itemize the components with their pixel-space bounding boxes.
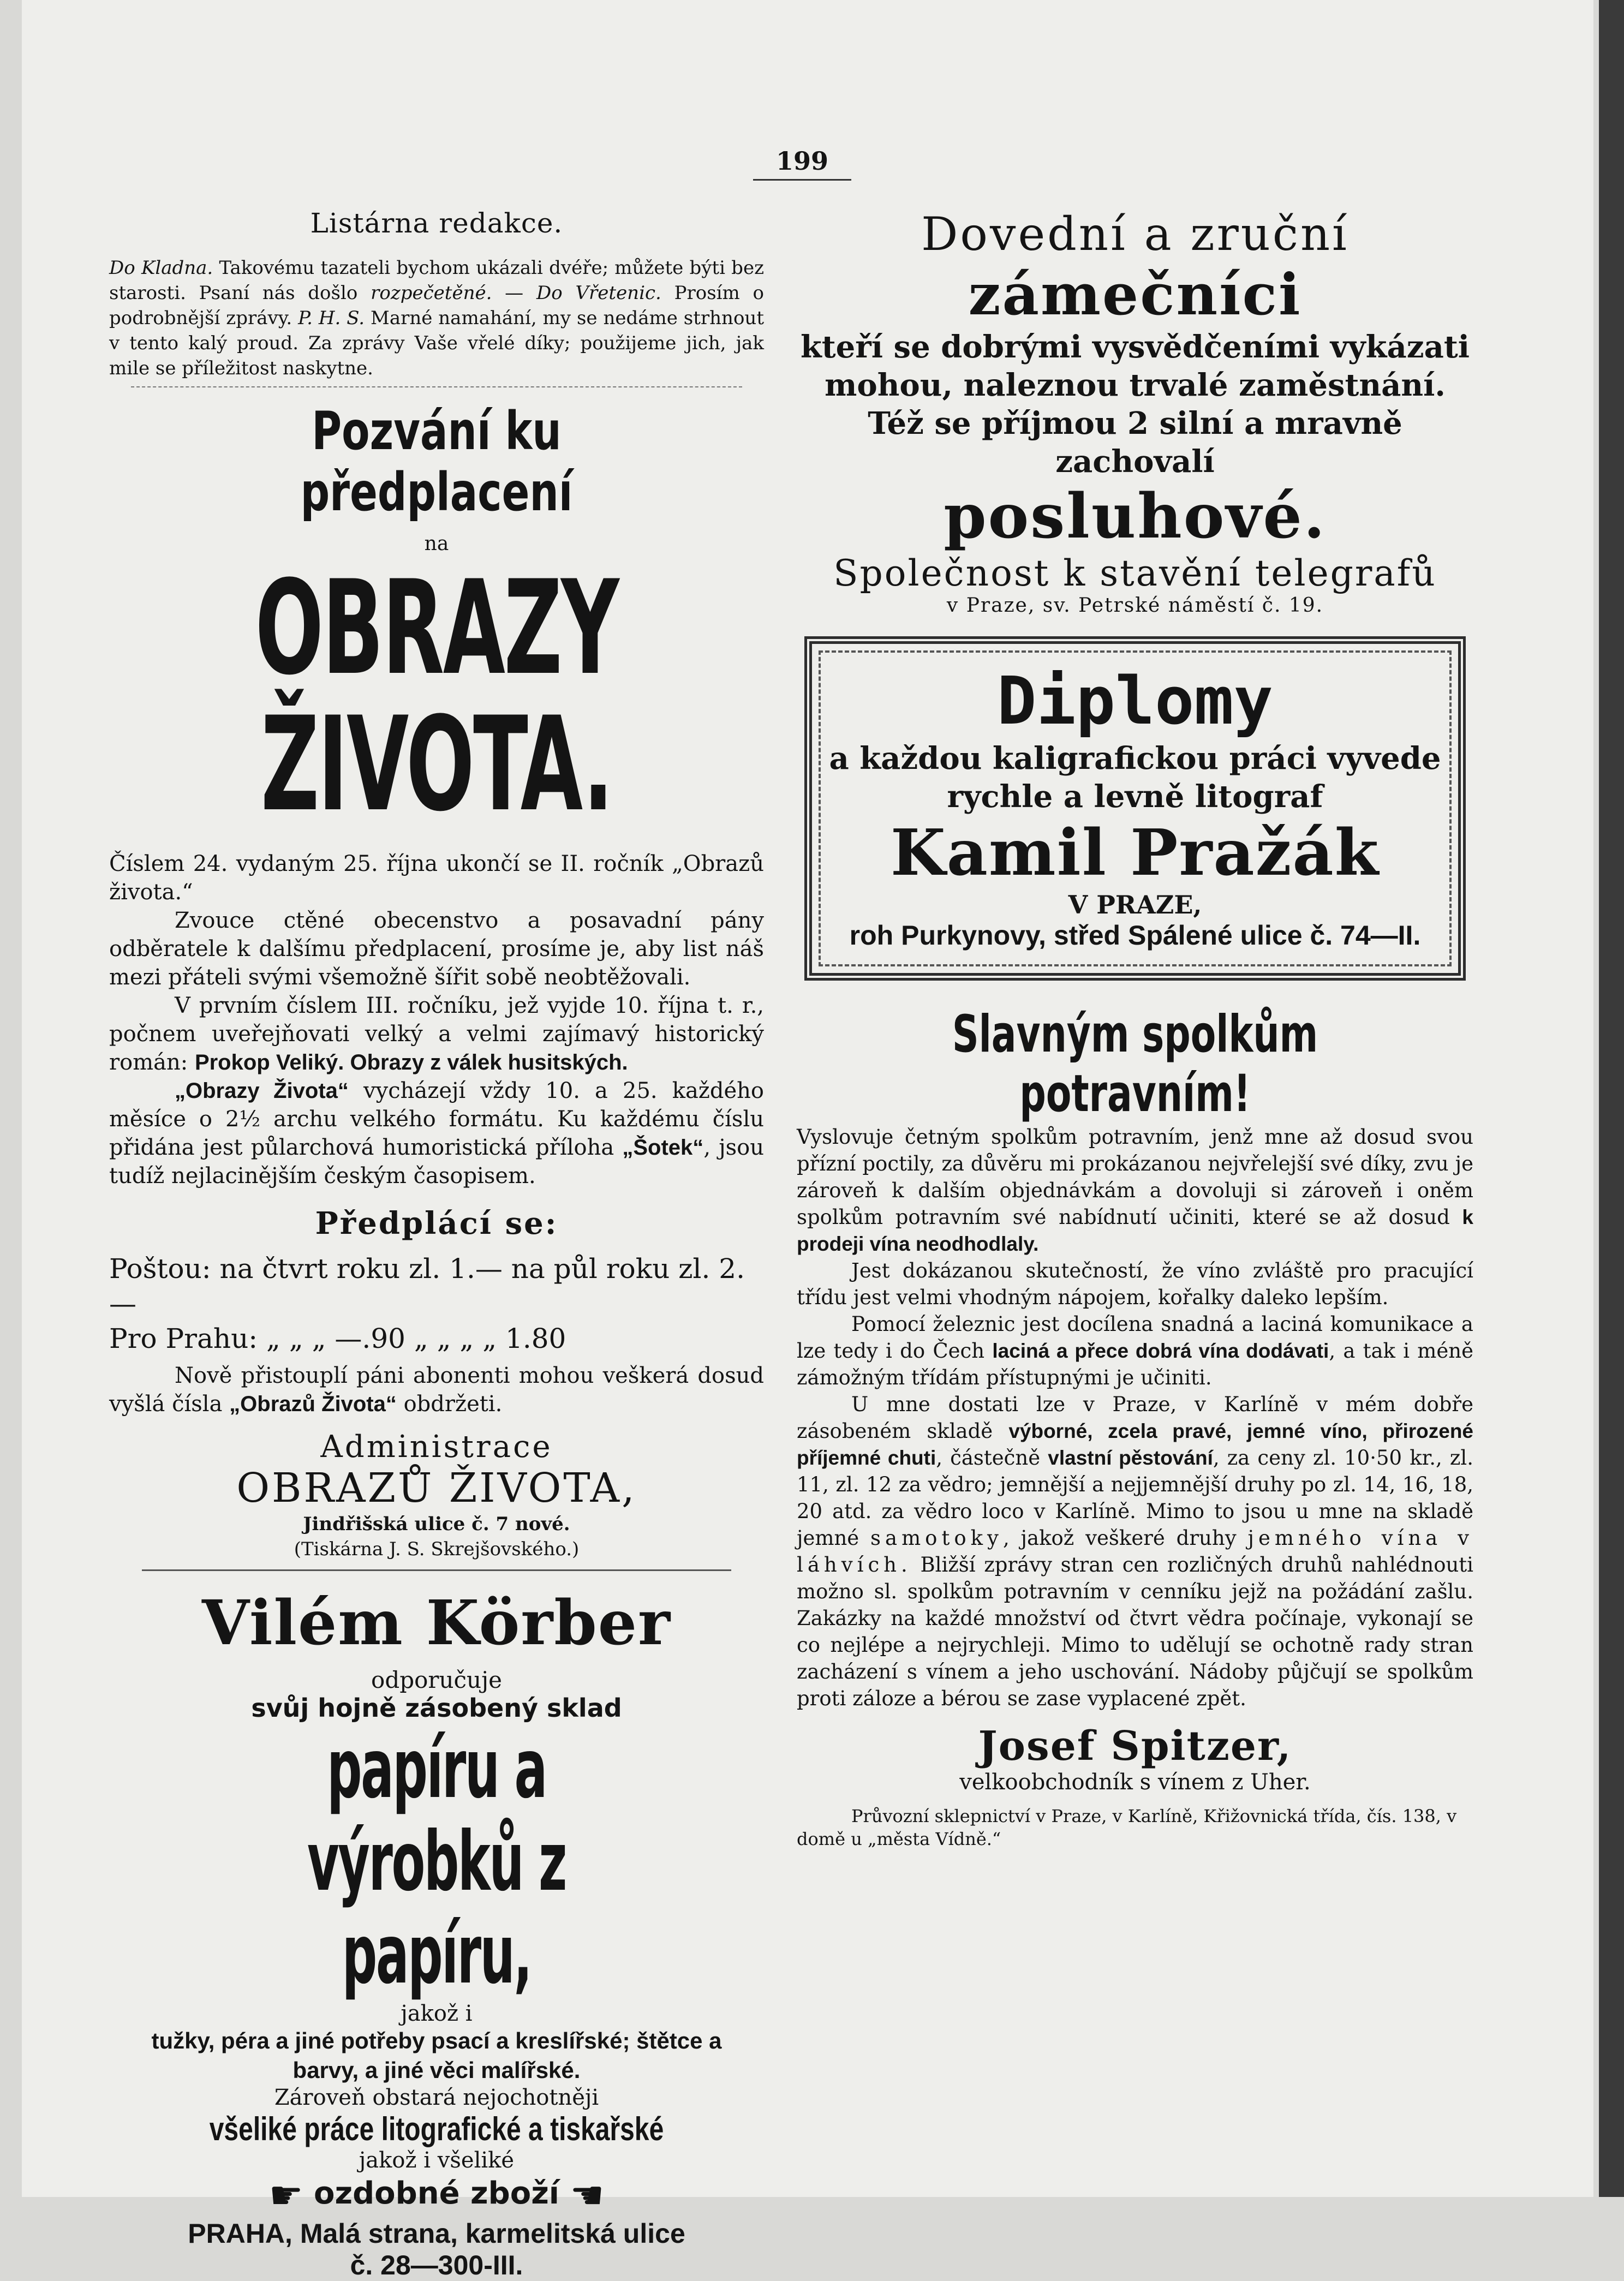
spitzer-footer: Průvozní sklepnictví v Praze, v Karlíně, Křižovnická třída, čís. 138, v domě u „města Vídně.“ bbox=[797, 1806, 1457, 1849]
spitzer-name: Josef Spitzer, bbox=[978, 1723, 1292, 1770]
korber-line: Zároveň obstará nejochotněji bbox=[274, 2085, 599, 2110]
korber-line: odporučuje bbox=[371, 1667, 502, 1693]
korber-address: PRAHA, Malá strana, karmelitská ulice bbox=[188, 2218, 685, 2249]
korber-vselike: všeliké práce litografické a tiskařské bbox=[209, 2111, 664, 2147]
korber-papiru: papíru a výrobků z papíru, bbox=[307, 1722, 566, 2002]
spitzer-heading: Slavným spolkům potravním! bbox=[952, 1005, 1318, 1124]
divider bbox=[131, 386, 742, 387]
pozvani-p4: „Obrazy Života“ vycházejí vždy 10. a 25. každého měsíce o 2½ archu velkého formátu. Ku každému číslu přidána jest půlarchová humoristická příloha „Šotek“, jsou tudíž nejlacinějším českým časopisem. bbox=[109, 1078, 765, 1189]
pozvani-heading: Pozvání ku předplacení bbox=[300, 401, 573, 523]
divider bbox=[142, 1569, 731, 1571]
spitzer-p3: Pomocí železnic jest docílena snadná a laciná komunikace a lze tedy i do Čech laciná a přece dobrá vína dodávati, a tak i méně zámožným třídám přístupnými je učiniti. bbox=[797, 1312, 1473, 1389]
page-edge bbox=[1599, 0, 1624, 2197]
telegraf-company: Společnost k stavění telegrafů bbox=[833, 552, 1437, 594]
korber-ozdobne: ☛ ozdobné zboží ☚ bbox=[268, 2173, 605, 2218]
korber-number: č. 28—300-III. bbox=[350, 2250, 523, 2280]
pointing-hand-right-icon: ☛ bbox=[268, 2173, 303, 2218]
administrace-name: OBRAZŮ ŽIVOTA, bbox=[236, 1465, 637, 1512]
predplaci-heading: Předplácí se: bbox=[315, 1205, 558, 1241]
spitzer-p2: Jest dokázanou skutečností, že víno zvláště pro pracující třídu jest velmi vhodným nápojem, kořalky daleko lepším. bbox=[797, 1259, 1473, 1309]
diplomy-heading: Diplomy bbox=[997, 664, 1273, 739]
posluhove-heading: posluhové. bbox=[944, 481, 1327, 552]
diplomy-line: rychle a levně litograf bbox=[947, 779, 1323, 815]
korber-line: jakož i všeliké bbox=[359, 2148, 515, 2173]
administrace-printer: (Tiskárna J. S. Skrejšovského.) bbox=[294, 1538, 580, 1560]
zamecnici-line1: Dovední a zruční bbox=[921, 207, 1349, 261]
korber-line: tužky, péra a jiné potřeby psací a kreslířské; štětce a barvy, a jiné věci malířské. bbox=[151, 2028, 722, 2083]
zamecnici-heading: zámečníci bbox=[968, 261, 1302, 328]
right-column bbox=[797, 207, 1473, 1850]
diplomy-address: roh Purkynovy, střed Spálené ulice č. 74—II. bbox=[849, 920, 1421, 951]
administrace-label: Administrace bbox=[320, 1429, 553, 1465]
spitzer-subtitle: velkoobchodník s vínem z Uher. bbox=[959, 1770, 1311, 1795]
pozvani-p3: V prvním číslem III. ročníku, jež vyjde 10. října t. r., počnem uveřejňovati velký a velmi zajímavý historický román: Prokop Veliký. Obrazy z válek husitských. bbox=[109, 993, 764, 1075]
spitzer-body bbox=[797, 1124, 1473, 1712]
diplomy-city: V PRAZE, bbox=[1068, 890, 1202, 919]
obrazy-zivota-title: OBRAZY ŽIVOTA. bbox=[255, 553, 618, 840]
diplomy-line: a každou kaligrafickou práci vyvede bbox=[829, 741, 1441, 777]
price-post: Poštou: na čtvrt roku zl. 1.— na půl roku zl. 2.— bbox=[109, 1253, 745, 1319]
administrace-address: Jindřišská ulice č. 7 nové. bbox=[303, 1513, 570, 1535]
diplomy-ad-frame bbox=[804, 636, 1466, 981]
listarna-title: Listárna redakce. bbox=[310, 207, 563, 239]
pozvani-p1: Číslem 24. vydaným 25. října ukončí se II. ročník „Obrazů života.“ bbox=[109, 851, 764, 905]
spitzer-p1: Vyslovuje četným spolkům potravním, jenž mne až dosud svou přízní poctily, za důvěru mi prokázanou nejvřelejší své díky, zvu je zároveň k dalším objednávkám a dovoluji si zároveň i oněm spolkům potravním své nabídnutí učiniti, které se až dosud k prodeji vína neodhodlaly. bbox=[797, 1125, 1473, 1255]
pozvani-na: na bbox=[424, 533, 449, 555]
page-number: 199 bbox=[753, 146, 851, 181]
pozvani-p5: Nově přistouplí páni abonenti mohou veškerá dosud vyšlá čísla „Obrazů Života“ obdržeti. bbox=[109, 1363, 764, 1417]
zamecnici-line4: mohou, naleznou trvalé zaměstnání. bbox=[825, 367, 1446, 403]
korber-name: Vilém Körber bbox=[202, 1587, 671, 1659]
pointing-hand-left-icon: ☚ bbox=[570, 2173, 605, 2218]
korber-line: jakož i bbox=[401, 2001, 473, 2026]
zamecnici-line3: kteří se dobrými vysvědčeními vykázati bbox=[800, 329, 1470, 365]
pozvani-p2: Zvouce ctěné obecenstvo a posavadní pány odběratele k dalšímu předplacení, prosíme je, aby list náš mezi přáteli svými všemožně šířit sobě neobtěžovali. bbox=[109, 908, 764, 990]
kamil-prazak-name: Kamil Pražák bbox=[890, 816, 1380, 890]
telegraf-address: v Praze, sv. Petrské náměstí č. 19. bbox=[946, 594, 1324, 617]
pozvani-body bbox=[109, 850, 764, 1190]
price-prague: Pro Prahu: „ „ „ —.90 „ „ „ „ 1.80 bbox=[109, 1323, 566, 1354]
listarna-text: Do Kladna. Takovému tazateli bychom ukázali dvéře; můžete býti bez starosti. Psaní nás došlo rozpečetěné. — Do Vřetenic. Prosím o podrobnější zprávy. P. H. S. Marné namahání, my se nedáme strhnout v tento kalý proud. Za zprávy Vaše vřelé díky; použijeme jich, jak mile se příležitost naskytne. bbox=[109, 257, 764, 379]
spitzer-p4: U mne dostati lze v Praze, v Karlíně v mém dobře zásobeném skladě výborné, zcela pravé, jemné víno, přirozené příjemné chuti, částečně vlastní pěstování, za ceny zl. 10·50 kr., zl. 11, zl. 12 za vědro; jemnější a nejjemnější druhy po zl. 14, 16, 18, 20 atd. za vědro loco v Karlíně. Mimo to jsou u mne na skladě jemné samotoky, jakož veškeré druhy jemného vína v láhvích. Bližší zprávy stran cen rozličných druhů nahlédnouti možno sl. spolkům potravním v cenníku jejž na požádání zašlu. Zakázky na každé množství od čtvrt vědra počínaje, vykonají se co nejlépe a nejrychleji. Mimo to udělují se ochotně rady stran zacházení s vínem a jeho uschování. Nádoby půjčují se spolkům proti záloze a bérou se zase vyplacené zpět. bbox=[797, 1393, 1473, 1710]
zamecnici-line5: Též se příjmou 2 silní a mravně zachovalí bbox=[868, 405, 1402, 480]
left-column bbox=[109, 207, 764, 2281]
korber-line: svůj hojně zásobený sklad bbox=[251, 1693, 622, 1723]
